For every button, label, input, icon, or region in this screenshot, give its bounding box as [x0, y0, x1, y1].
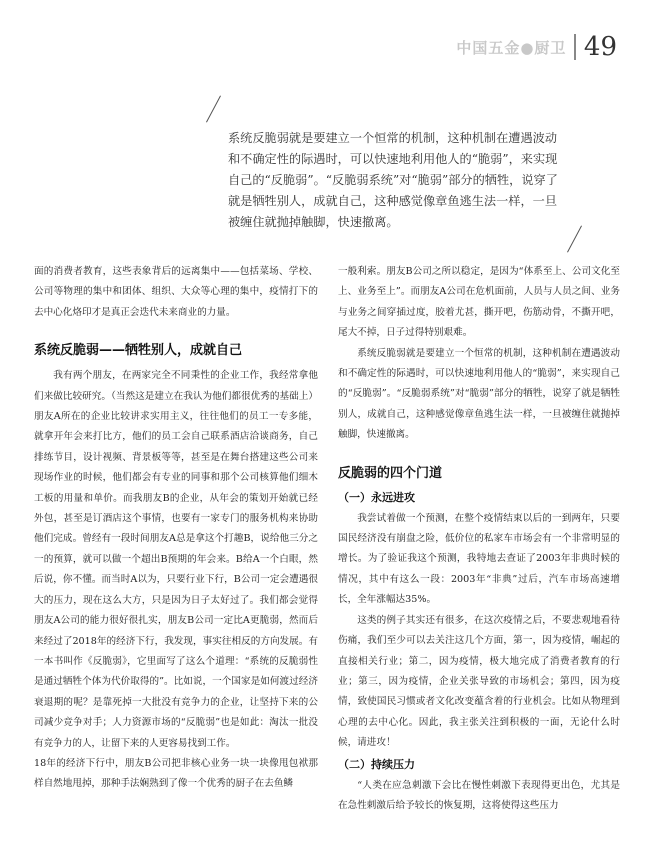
- subheading-continuous-pressure: （二）持续压力: [338, 757, 415, 771]
- right-paragraph-examples: 这类的例子其实还有很多，在这次疫情之后，不要悲观地看待伤痛，我们至少可以去关注这几个方面，第一，因为疫情，崛起的直接相关行业；第二，因为疫情，极大地完成了消费者教育的行业；第三，因为疫情，企业关张导致的市场机会；第四，因为疫情，致使国民习惯或者文化改变蕴含着的行业机会。比如从物理到心理的去中心化。因此，我主张关注到积极的一面，无论什么时候，请进攻！: [338, 614, 620, 749]
- page-header: [456, 32, 617, 62]
- section-heading-system-antifragile: 系统反脆弱——牺牲别人，成就自己: [34, 343, 243, 359]
- left-intro-paragraph: 面的消费者教育，这些表象背后的远离集中——包括菜场、学校、公司等物理的集中和团体、组织、大众等心理的集中，疫情打下的去中心化烙印才是真正会迭代未来商业的力量。: [34, 266, 318, 318]
- right-column: [338, 262, 620, 816]
- right-system-paragraph: 系统反脆弱就是要建立一个恒常的机制，这种机制在遭遇波动和不确定性的际遇时，可以快速地利用他人的“脆弱”，来实现自己的“反脆弱”。“反脆弱系统”对“脆弱”部分的牺牲，说穿了就是牺牲别人，成就自己，这种感觉像章鱼逃生法一样，一旦被缠住就抛掉触脚，快速撤离。: [338, 347, 620, 441]
- page-number: 49: [583, 32, 617, 62]
- right-paragraph-prediction: 我尝试着做一个预测，在整个疫情结束以后的一到两年，只要国民经济没有崩盘之险，低价位的私家车市场会有一个非常明显的增长。为了验证我这个预测，我特地去查证了2003年非典时候的情况，其中有这么一段：2003年“非典”过后，汽车市场高速增长，全年涨幅达35%。: [338, 512, 620, 606]
- pull-quote-slash-top: [206, 96, 221, 123]
- pull-quote: [200, 120, 590, 230]
- pull-quote-slash-bottom: [567, 226, 582, 253]
- subheading-always-attack: （一）永远进攻: [338, 490, 415, 504]
- header-divider: [574, 34, 576, 60]
- magazine-brand: 中国五金●厨卫: [456, 38, 567, 57]
- right-continuation-paragraph: 一般利索。朋友B公司之所以稳定，是因为“体系至上、公司文化至上、业务至上”。而朋友A公司在危机面前，人员与人员之间、业务与业务之间穿插过度，胶着尤甚，撕开吧，伤筋动骨，不撕开吧，尾大不掉，日子过得特别艰难。: [338, 266, 620, 339]
- left-paragraph-1: 我有两个朋友，在两家完全不同秉性的企业工作，我经常拿他们来做比较研究。（当然这是建立在我认为他们都很优秀的基础上）朋友A所在的企业比较讲求实用主义，往往他们的员工一专多能，就拿开年会来打比方，他们的员工会自己联系酒店洽谈商务，自己排练节目，设计视频、背景板等等，甚至是在舞台搭建这些公司来现场作业的时候，他们都会有专业的同事和那个公司核算他们细木工板的用量和单价。而我朋友B的企业，从年会的策划开始就已经外包，甚至是订酒店这个事情，也要有一家专门的服务机构来协助他们完成。曾经有一段时间朋友A总是拿这个打趣B，说给他三分之一的预算，就可以做一个超出B预期的年会来。B给A一个白眼，然后说，你不懂。而当时A以为，只要行业下行，B公司一定会遭遇很大的压力，现在这么大方，只是因为日子太好过了。我们都会觉得朋友A公司的能力很好很扎实，朋友B公司一定比A更脆弱，然而后来经过了2018年的经济下行，我发现，事实往相反的方向发展。有一本书叫作《反脆弱》，它里面写了这么个道理：“系统的反脆弱性是通过牺牲个体为代价取得的”。比如说，一个国家是如何渡过经济衰退期的呢？是靠死掉一大批没有竞争力的企业，让坚持下来的公司减少竞争对手；人力资源市场的“反脆弱”也是如此：淘汰一批没有竞争力的人，让留下来的人更容易找到工作。: [34, 370, 318, 749]
- section-heading-four-ways: 反脆弱的四个门道: [338, 465, 443, 481]
- left-paragraph-2: 18年的经济下行中，朋友B公司把非核心业务一块一块像甩包袱那样自然地甩掉，那种手法娴熟到了像一个优秀的厨子在去鱼鳞: [34, 757, 318, 790]
- pull-quote-text: 系统反脆弱就是要建立一个恒常的机制，这种机制在遭遇波动和不确定性的际遇时，可以快速地利用他人的“脆弱”，来实现自己的“反脆弱”。“反脆弱系统”对“脆弱”部分的牺牲，说穿了就是牺牲别人，成就自己，这种感觉像章鱼逃生法一样，一旦被缠住就抛掉触脚，快速撤离。: [228, 131, 558, 229]
- left-column: [34, 262, 318, 795]
- right-paragraph-pressure: “人类在应急刺激下会比在慢性刺激下表现得更出色，尤其是在急性刺激后给予较长的恢复期，这将使得这些压力: [338, 779, 620, 811]
